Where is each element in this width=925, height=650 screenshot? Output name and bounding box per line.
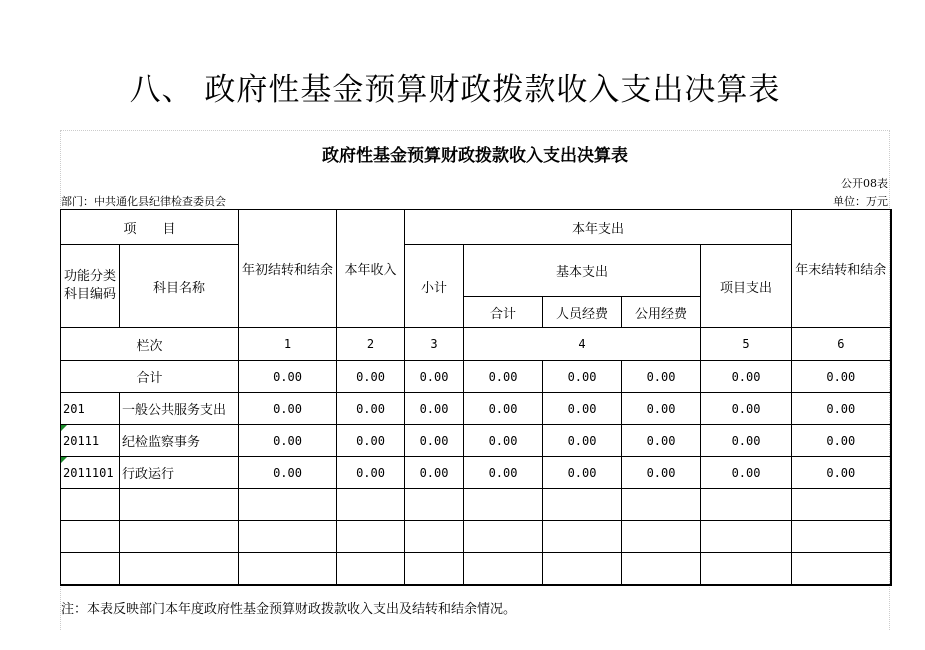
unit-label: 单位：万元 bbox=[833, 195, 888, 208]
header-income: 本年收入 bbox=[337, 210, 405, 328]
cell-value: 0.00 bbox=[405, 457, 464, 489]
header-subject-name: 科目名称 bbox=[120, 245, 239, 328]
cell-value: 0.00 bbox=[622, 361, 701, 393]
cell-value: 0.00 bbox=[405, 393, 464, 425]
column-number: 6 bbox=[792, 328, 891, 361]
column-number: 4 bbox=[464, 328, 701, 361]
cell-value: 0.00 bbox=[239, 457, 337, 489]
cell-value: 0.00 bbox=[464, 425, 543, 457]
total-label: 合计 bbox=[61, 361, 239, 393]
cell-value: 0.00 bbox=[405, 361, 464, 393]
cell-value: 0.00 bbox=[464, 457, 543, 489]
cell-value: 0.00 bbox=[543, 393, 622, 425]
table-row bbox=[61, 457, 891, 489]
page-heading: 八、 政府性基金预算财政拨款收入支出决算表 bbox=[129, 72, 781, 108]
empty-row bbox=[61, 489, 891, 521]
cell-value: 0.00 bbox=[239, 425, 337, 457]
header-project: 项目支出 bbox=[701, 245, 792, 328]
empty-row bbox=[61, 553, 891, 586]
func-code-cell: 201 bbox=[61, 393, 120, 425]
cell-value: 0.00 bbox=[543, 457, 622, 489]
header-end-balance: 年末结转和结余 bbox=[792, 210, 891, 328]
column-number: 2 bbox=[337, 328, 405, 361]
cell-value: 0.00 bbox=[405, 425, 464, 457]
header-total: 合计 bbox=[464, 297, 543, 328]
cell-value: 0.00 bbox=[239, 361, 337, 393]
cell-value: 0.00 bbox=[337, 393, 405, 425]
table-row bbox=[61, 425, 891, 457]
cell-value: 0.00 bbox=[464, 361, 543, 393]
table-row bbox=[61, 393, 891, 425]
subject-name-cell: 行政运行 bbox=[120, 457, 239, 489]
budget-table bbox=[60, 209, 892, 586]
column-number: 5 bbox=[701, 328, 792, 361]
subject-name-cell: 纪检监察事务 bbox=[120, 425, 239, 457]
cell-value: 0.00 bbox=[337, 425, 405, 457]
header-basic: 基本支出 bbox=[464, 245, 701, 297]
cell-value: 0.00 bbox=[239, 393, 337, 425]
subject-name-cell: 一般公共服务支出 bbox=[120, 393, 239, 425]
cell-value: 0.00 bbox=[701, 361, 792, 393]
cell-value: 0.00 bbox=[792, 457, 891, 489]
cell-value: 0.00 bbox=[792, 425, 891, 457]
department-label: 部门：中共通化县纪律检查委员会 bbox=[61, 195, 226, 208]
header-item: 项 目 bbox=[61, 210, 239, 245]
empty-row bbox=[61, 521, 891, 553]
column-number: 1 bbox=[239, 328, 337, 361]
cell-value: 0.00 bbox=[337, 457, 405, 489]
total-row bbox=[61, 361, 891, 393]
cell-value: 0.00 bbox=[543, 361, 622, 393]
table-title: 政府性基金预算财政拨款收入支出决算表 bbox=[322, 146, 628, 166]
column-number: 3 bbox=[405, 328, 464, 361]
footnote: 注：本表反映部门本年度政府性基金预算财政拨款收入支出及结转和结余情况。 bbox=[61, 602, 517, 617]
header-public: 公用经费 bbox=[622, 297, 701, 328]
header-begin-balance: 年初结转和结余 bbox=[239, 210, 337, 328]
cell-value: 0.00 bbox=[622, 457, 701, 489]
header-personnel: 人员经费 bbox=[543, 297, 622, 328]
cell-value: 0.00 bbox=[622, 393, 701, 425]
form-number: 公开08表 bbox=[841, 177, 888, 190]
cell-value: 0.00 bbox=[701, 425, 792, 457]
print-area-top-border bbox=[60, 130, 890, 131]
header-func-code: 功能分类科目编码 bbox=[61, 245, 120, 328]
func-code-cell: 20111 bbox=[61, 425, 120, 457]
func-code-cell: 2011101 bbox=[61, 457, 120, 489]
header-expense: 本年支出 bbox=[405, 210, 792, 245]
column-number-label: 栏次 bbox=[61, 328, 239, 361]
header-subtotal: 小计 bbox=[405, 245, 464, 328]
cell-value: 0.00 bbox=[792, 361, 891, 393]
cell-value: 0.00 bbox=[701, 457, 792, 489]
cell-value: 0.00 bbox=[622, 425, 701, 457]
cell-value: 0.00 bbox=[701, 393, 792, 425]
cell-value: 0.00 bbox=[792, 393, 891, 425]
cell-value: 0.00 bbox=[464, 393, 543, 425]
cell-value: 0.00 bbox=[337, 361, 405, 393]
cell-value: 0.00 bbox=[543, 425, 622, 457]
